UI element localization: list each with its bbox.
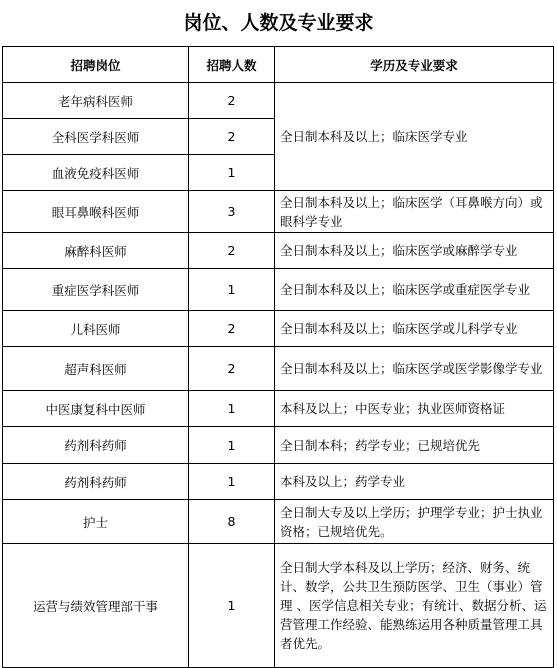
cell-count: 1: [189, 544, 275, 668]
table-row: [3, 347, 554, 391]
header-position: 招聘岗位: [3, 47, 189, 83]
table-row: [3, 83, 554, 119]
cell-position: 超声科医师: [3, 347, 189, 391]
cell-requirement: 全日制大专及以上学历；护理学专业；护士执业资格；已规培优先。: [275, 500, 554, 544]
cell-count: 1: [189, 391, 275, 427]
cell-position: 老年病科医师: [3, 83, 189, 119]
cell-count: 1: [189, 427, 275, 464]
cell-count: 2: [189, 83, 275, 119]
cell-requirement: 全日制本科及以上；临床医学或麻醉学专业: [275, 233, 554, 269]
cell-position: 中医康复科中医师: [3, 391, 189, 427]
cell-requirement: 全日制本科及以上；临床医学或重症医学专业: [275, 269, 554, 311]
recruitment-table: [2, 46, 554, 668]
header-requirement: 学历及专业要求: [275, 47, 554, 83]
table-row: [3, 464, 554, 500]
cell-count: 1: [189, 464, 275, 500]
document-title: 岗位、人数及专业要求: [183, 12, 374, 34]
cell-requirement: 全日制本科及以上；临床医学或儿科学专业: [275, 311, 554, 347]
cell-position: 运营与绩效管理部干事: [3, 544, 189, 668]
table-row: [3, 233, 554, 269]
cell-position: 药剂科药师: [3, 464, 189, 500]
table-row: [3, 269, 554, 311]
cell-requirement: 本科及以上；药学专业: [275, 464, 554, 500]
cell-position: 全科医学科医师: [3, 119, 189, 155]
cell-count: 2: [189, 119, 275, 155]
cell-requirement: 全日制本科及以上；临床医学或医学影像学专业: [275, 347, 554, 391]
cell-position: 重症医学科医师: [3, 269, 189, 311]
header-count: 招聘人数: [189, 47, 275, 83]
cell-position: 血液免疫科医师: [3, 155, 189, 191]
table-row: [3, 427, 554, 464]
cell-requirement: 全日制大学本科及以上学历；经济、财务、统计、数学，公共卫生预防医学、卫生（事业）管理 、医学信息相关专业；有统计、数据分析、运营管理工作经验、能熟练运用各种质量管理工具者优先。: [275, 544, 554, 668]
cell-count: 2: [189, 347, 275, 391]
table-row: [3, 500, 554, 544]
cell-position: 药剂科药师: [3, 427, 189, 464]
cell-count: 2: [189, 311, 275, 347]
cell-position: 护士: [3, 500, 189, 544]
table-header-row: [3, 47, 554, 83]
table-row: [3, 191, 554, 233]
cell-requirement: 全日制本科；药学专业；已规培优先: [275, 427, 554, 464]
cell-position: 眼耳鼻喉科医师: [3, 191, 189, 233]
cell-count: 3: [189, 191, 275, 233]
table-row: [3, 544, 554, 668]
cell-requirement: 全日制本科及以上；临床医学（耳鼻喉方向）或眼科学专业: [275, 191, 554, 233]
table-row: [3, 311, 554, 347]
cell-count: 1: [189, 269, 275, 311]
cell-requirement: 全日制本科及以上；临床医学专业: [275, 83, 554, 191]
cell-count: 2: [189, 233, 275, 269]
cell-count: 1: [189, 155, 275, 191]
cell-requirement: 本科及以上；中医专业；执业医师资格证: [275, 391, 554, 427]
cell-position: 儿科医师: [3, 311, 189, 347]
table-row: [3, 391, 554, 427]
cell-count: 8: [189, 500, 275, 544]
cell-position: 麻醉科医师: [3, 233, 189, 269]
